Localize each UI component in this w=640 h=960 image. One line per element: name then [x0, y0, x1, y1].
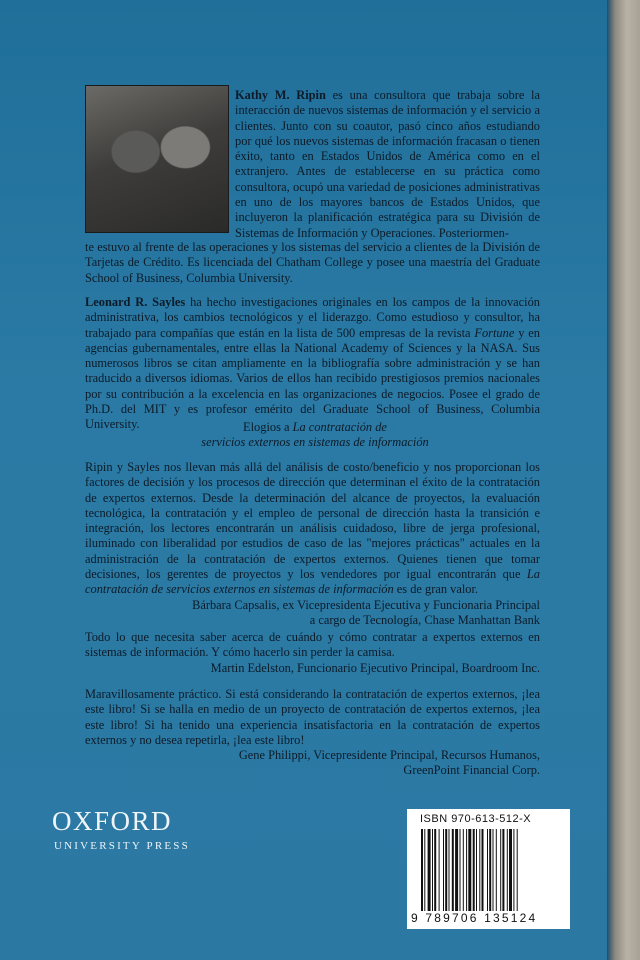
quote3-text: Maravillosamente práctico. Si está considerando la contratación de expertos externos, ¡lea este libro! Si se halla en medio de un proyecto de contratación de expertos externos, ¡lea este libro! Si ha tenido una experiencia insatisfactoria en la contratación de expertos externos y no desea repetirla, ¡lea este libro! — [85, 687, 540, 747]
quote-edelston — [85, 630, 540, 676]
praise-lead: Elogios a — [243, 420, 290, 434]
quote1-attribution-line1: Bárbara Capsalis, ex Vicepresidenta Ejecutiva y Funcionaria Principal — [192, 597, 540, 612]
publisher-subtitle: UNIVERSITY PRESS — [54, 840, 190, 852]
authors-photo — [85, 85, 229, 233]
quote-capsalis — [85, 460, 540, 628]
book-spine — [607, 0, 640, 960]
author-name-ripin: Kathy M. Ripin — [235, 88, 326, 102]
praise-heading — [150, 420, 480, 450]
bio-sayles — [85, 295, 540, 433]
bio-ripin-part1 — [235, 88, 540, 241]
quote3-attribution-line1: Gene Philippi, Vicepresidente Principal, Recursos Humanos, — [238, 748, 540, 763]
barcode-bars — [421, 829, 561, 911]
magazine-name: Fortune — [474, 325, 515, 340]
bio-ripin-text-a: es una consultora que trabaja sobre la interacción de nuevos sistemas de información y el servicio a clientes. Junto con su coautor, pasó cinco años estudiando por qué los nuevos sistemas de información fracasan o tienen éxito, tanto en Estados Unidos de América como en el extranjero. Antes de establecerse en su práctica como consultora, ocupó una variedad de posiciones administrativas en uno de los mayores bancos de Estados Unidos, que incluyeron la planificación estratégica para su División de Sistemas de Información y Operaciones. Posteriormen- — [235, 88, 540, 240]
quote1-book-title: La contratación de servicios externos en sistemas de información — [85, 567, 540, 597]
author-name-sayles: Leonard R. Sayles — [85, 295, 186, 309]
quote2-text: Todo lo que necesita saber acerca de cuándo y cómo contratar a expertos externos en sistemas de información. Y cómo hacerlo sin perder la camisa. — [85, 630, 540, 660]
isbn-label: ISBN 970-613-512-X — [420, 813, 532, 825]
praise-title-line2: servicios externos en sistemas de información — [201, 435, 429, 449]
quote2-attribution: Martin Edelston, Funcionario Ejecutivo Principal, Boardroom Inc. — [210, 660, 540, 675]
quote1-end: es de gran valor. — [396, 582, 478, 597]
quote3-attribution-line2: GreenPoint Financial Corp. — [403, 763, 540, 778]
publisher-logo: OXFORD — [52, 806, 173, 836]
quote-philippi — [85, 687, 540, 779]
praise-title-line1: La contratación de — [292, 420, 387, 434]
quote1-text: Ripin y Sayles nos llevan más allá del análisis de costo/beneficio y nos proporcionan los factores de decisión y los procesos de dirección que determinan el éxito de la contratación de expertos externos. Desde la determinación del alcance de proyectos, la evaluación tecnológica, la contratación y el empleo de personal de dirección hasta la transición e integración, los lectores encontrarán un análisis cuidadoso, libre de jerga profesional, iluminado con liberalidad por estudios de caso de las "mejores prácticas" actuales en la administración de la contratación de expertos externos. Quienes tienen que tomar decisiones, los gerentes de proyectos y los vendedores por igual encontrarán que — [85, 460, 540, 582]
bio-sayles-text-a: ha hecho investigaciones originales en los campos de la innovación administrativa, los cambios tecnológicos y el liderazgo. Como estudioso y consultor, ha trabajado para compañías que están en la lista de 500 empresas de la revista — [85, 295, 540, 340]
bio-ripin-part2: te estuvo al frente de las operaciones y los sistemas del servicio a clientes de la División de Tarjetas de Crédito. Es licenciada del Chatham College y posee una maestría del Graduate School of Business, Columbia University. — [85, 240, 540, 285]
barcode-panel — [407, 809, 570, 929]
quote1-attribution-line2: a cargo de Tecnología, Chase Manhattan Bank — [309, 612, 540, 627]
bio-sayles-text-b: y en agencias gubernamentales, entre ellas la National Academy of Sciences y la NASA. Sus numerosos libros se citan ampliamente en la bibliografía sobre administración y se han traducido a diversos idiomas. Varios de ellos han recibido prestigiosos premios nacionales por su contribución a la excelencia en las organizaciones de negocios. Posee el grado de Ph.D. del MIT y es profesor emérito del Graduate School of Business, Columbia University. — [85, 325, 540, 432]
barcode-number: 9 789706 135124 — [411, 911, 538, 925]
